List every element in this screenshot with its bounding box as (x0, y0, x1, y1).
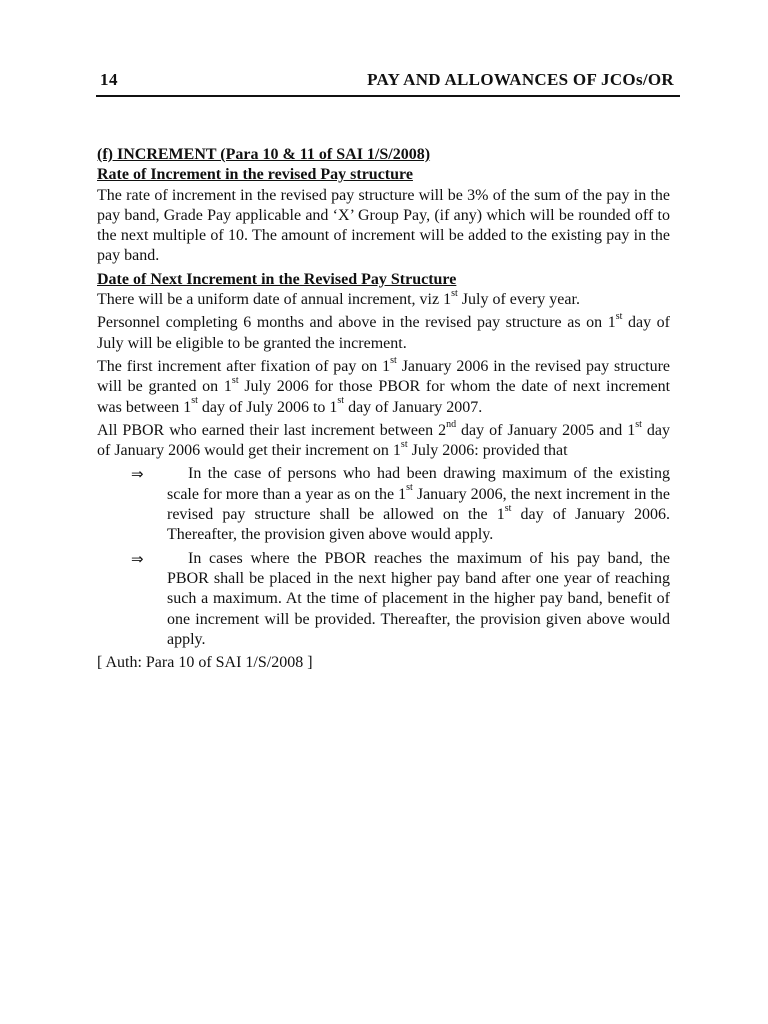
document-body (97, 145, 670, 673)
paragraph-rate: The rate of increment in the revised pay structure will be 3% of the sum of the pay in the pay band, Grade Pay applicable and ‘X’ Group Pay, (if any) which will be rounded off to the next multiple of 10. The amount of increment will be added to the existing pay in the pay band. (97, 186, 670, 265)
list-item: ⇒ In the case of persons who had been drawing maximum of the existing scale for more than a year as on the 1st January 2006, the next increment in the revised pay structure shall be allowed on the 1st day of January 2006. Thereafter, the provision given above would apply. (131, 465, 671, 544)
paragraph-all-pbor: All PBOR who earned their last increment between 2nd day of January 2005 and 1st day of January 2006 would get their increment on 1st July 2006: provided that (97, 418, 671, 460)
paragraph-six-months: Personnel completing 6 months and above in the revised pay structure as on 1st day of July will be eligible to be granted the increment. (97, 311, 671, 352)
subheading-date-of-next-increment: Date of Next Increment in the Revised Pay Structure (97, 270, 457, 288)
authority-reference: [ Auth: Para 10 of SAI 1/S/2008 ] (97, 654, 313, 672)
page-number: 14 (100, 70, 118, 89)
running-title: PAY AND ALLOWANCES OF JCOs/OR (367, 70, 674, 89)
implies-arrow-icon: ⇒ (131, 465, 144, 484)
implies-arrow-icon: ⇒ (131, 549, 144, 568)
paragraph-uniform-date: There will be a uniform date of annual increment, viz 1st July of every year. (97, 287, 580, 309)
subheading-rate-of-increment: Rate of Increment in the revised Pay structure (97, 166, 413, 184)
page-header (96, 70, 680, 97)
list-item: ⇒ In cases where the PBOR reaches the maximum of his pay band, the PBOR shall be placed in the next higher pay band after one year of reaching such a maximum. At the time of placement in the higher pay band, benefit of one increment will be provided. Thereafter, the provision given above would apply. (131, 549, 670, 648)
section-title: (f) INCREMENT (Para 10 & 11 of SAI 1/S/2008) (97, 146, 431, 163)
paragraph-first-increment: The first increment after fixation of pay on 1st January 2006 in the revised pay structure will be granted on 1st July 2006 for those PBOR for whom the date of next increment was between 1st day of July 2006 to 1st day of January 2007. (97, 354, 671, 416)
